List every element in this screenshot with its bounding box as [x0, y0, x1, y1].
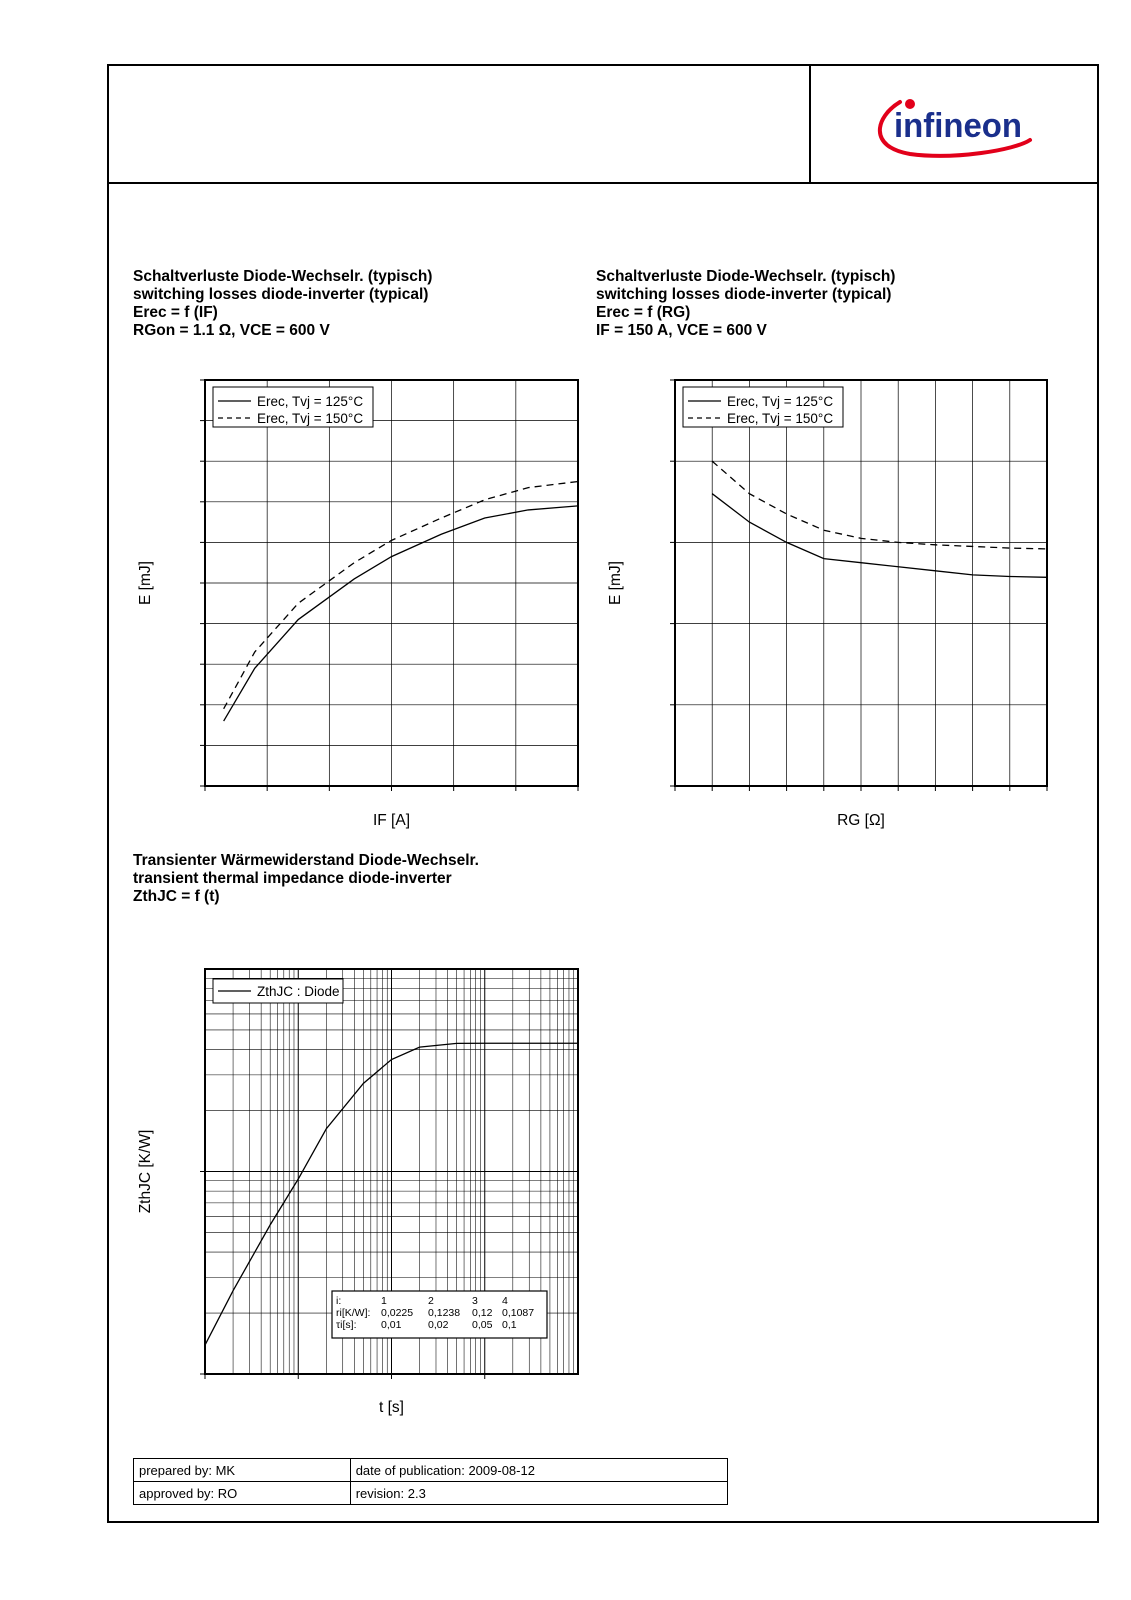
chart2-title-de: Schaltverluste Diode-Wechselr. (typisch) — [596, 268, 896, 285]
chart1-xlabel: IF [A] — [372, 812, 411, 829]
chart2-conditions: IF = 150 A, VCE = 600 V — [596, 322, 767, 339]
chart3-table-cell: 0,1 — [502, 1319, 517, 1331]
chart2-legend-label-1: Erec, Tvj = 125°C — [727, 394, 834, 409]
chart3-table-cell: 0,0225 — [381, 1307, 414, 1319]
chart3-table-cell: 0,05 — [472, 1319, 493, 1331]
prepared-by: prepared by: MK — [134, 1459, 351, 1482]
chart3-table-cell: 0,01 — [381, 1319, 402, 1331]
publication-date: date of publication: 2009-08-12 — [350, 1459, 727, 1482]
chart3-table-rowlabel: i: — [336, 1295, 342, 1307]
chart3-title-en: transient thermal impedance diode-inverter — [133, 870, 452, 887]
chart1-title-de: Schaltverluste Diode-Wechselr. (typisch) — [133, 268, 433, 285]
chart3-legend-label: ZthJC : Diode — [257, 984, 340, 999]
approved-by: approved by: RO — [134, 1482, 351, 1505]
chart2-xlabel: RG [Ω] — [837, 812, 885, 829]
chart3-table-cell: 3 — [472, 1295, 478, 1307]
chart3-table-cell: 0,02 — [428, 1319, 449, 1331]
chart2-series-1 — [712, 494, 1047, 578]
chart2-title-en: switching losses diode-inverter (typical) — [596, 286, 892, 303]
chart1-series-1 — [224, 506, 578, 721]
chart1-conditions: RGon = 1.1 Ω, VCE = 600 V — [133, 322, 330, 339]
chart3-table-cell: 0,1238 — [428, 1307, 461, 1319]
revision: revision: 2.3 — [350, 1482, 727, 1505]
chart1-series-2 — [224, 482, 578, 709]
chart3-xlabel: t [s] — [379, 1399, 404, 1416]
footer-table — [133, 1458, 728, 1505]
chart1-title-en: switching losses diode-inverter (typical) — [133, 286, 429, 303]
chart3-table-rowlabel: τi[s]: — [336, 1319, 357, 1331]
logo-wordmark: infineon — [894, 107, 1022, 145]
chart3-formula: ZthJC = f (t) — [133, 888, 220, 905]
chart3-table-cell: 2 — [428, 1295, 434, 1307]
chart3-title-de: Transienter Wärmewiderstand Diode-Wechselr. — [133, 852, 479, 869]
chart2-ylabel: E [mJ] — [607, 561, 624, 605]
chart1-legend-label-2: Erec, Tvj = 150°C — [257, 411, 364, 426]
chart2-series-2 — [712, 461, 1047, 549]
chart3-table-cell: 4 — [502, 1295, 508, 1307]
chart1-formula: Erec = f (IF) — [133, 304, 218, 321]
chart3-table-cell: 1 — [381, 1295, 387, 1307]
chart3-table-cell: 0,1087 — [502, 1307, 535, 1319]
chart3-table-rowlabel: ri[K/W]: — [336, 1307, 371, 1319]
chart2-formula: Erec = f (RG) — [596, 304, 691, 321]
chart3-ylabel: ZthJC [K/W] — [137, 1129, 154, 1214]
chart3-table-cell: 0,12 — [472, 1307, 493, 1319]
chart2-legend-label-2: Erec, Tvj = 150°C — [727, 411, 834, 426]
chart1-legend-label-1: Erec, Tvj = 125°C — [257, 394, 364, 409]
chart1-ylabel: E [mJ] — [137, 561, 154, 605]
